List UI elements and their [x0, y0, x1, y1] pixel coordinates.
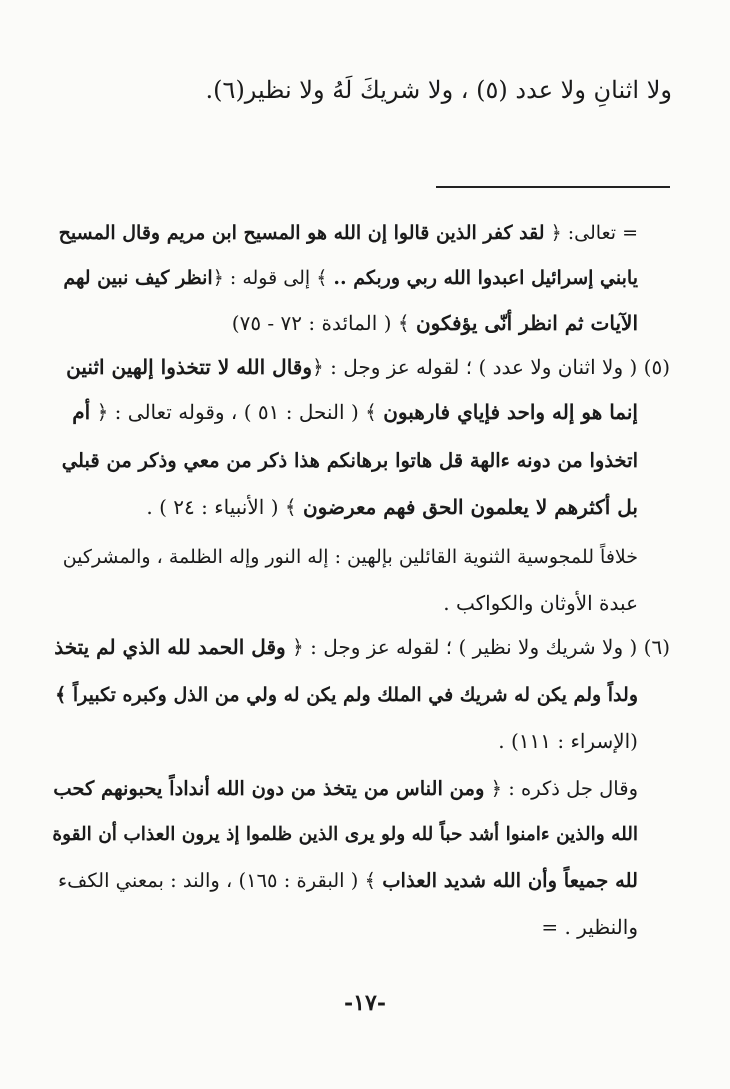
footnote-5-line-6: عبدة الأوثان والكواكب . — [443, 591, 638, 615]
footnote-5-line-5: خلافاً للمجوسية الثنوية القائلين بإلهين : إله النور وإله الظلمة ، والمشركين — [62, 546, 638, 568]
footnote-cont-line-2 — [63, 263, 638, 293]
footnote-text: ﴾ ( البقرة : ١٦٥) ، والند : بمعني الكفء — [58, 869, 383, 892]
footnote-6-line-1 — [54, 632, 670, 662]
main-text-line: ولا اثنانِ ولا عدد (٥) ، ولا شريكَ لَهُ ولا نظير(٦). — [205, 76, 672, 104]
quran-text: وقل الحمد لله الذي لم يتخذ — [54, 635, 286, 659]
footnote-separator — [436, 186, 670, 188]
footnote-text: (٦) ( ولا شريك ولا نظير ) ؛ لقوله عز وجل : ﴿ — [285, 635, 670, 659]
footnote-6-line-3: (الإسراء : ١١١) . — [498, 729, 638, 753]
footnote-6-line-4 — [53, 774, 638, 804]
footnote-cont-line-1 — [59, 218, 638, 248]
footnote-5-line-3: اتخذوا من دونه ءالهة قل هاتوا برهانكم هذا ذكر من معي وذكر من قبلي — [61, 449, 638, 472]
quran-text: ومن الناس من يتخذ من دون الله أنداداً يحبونهم كحب — [53, 777, 485, 800]
quran-text: بل أكثرهم لا يعلمون الحق فهم معرضون — [302, 495, 638, 519]
quran-text: إنما هو إله واحد فإياي فارهبون — [383, 400, 638, 424]
footnote-6-line-2: ولداً ولم يكن له شريك في الملك ولم يكن له ولي من الذل وكبره تكبيراً ﴾ — [55, 684, 638, 706]
quran-text: أم — [72, 400, 91, 424]
footnote-text: وقال جل ذكره : ﴿ — [484, 777, 638, 800]
page-number: -١٧- — [344, 990, 386, 1016]
footnote-cont-line-3 — [232, 308, 638, 338]
footnote-6-line-7: والنظير . = — [541, 915, 638, 939]
quran-text: لقد كفر الذين قالوا إن الله هو المسيح ابن مريم وقال المسيح — [58, 222, 545, 244]
footnote-5-line-1 — [66, 352, 670, 382]
footnote-text: ﴾ ( المائدة : ٧٢ - ٧٥) — [231, 311, 416, 335]
footnote-text: (٥) ( ولا اثنان ولا عدد ) ؛ لقوله عز وجل : ﴿ — [312, 355, 670, 379]
quran-text: وقال الله لا تتخذوا إلهين اثنين — [66, 355, 313, 379]
footnote-text: = تعالى: ﴿ — [544, 222, 638, 244]
footnote-5-line-4 — [146, 492, 638, 522]
quran-text: يابني إسرائيل اعبدوا الله ربي وربكم .. — [333, 267, 638, 289]
footnote-6-line-6 — [58, 866, 638, 896]
footnote-text: ﴾ ( النحل : ٥١ ) ، وقوله تعالى : ﴿ — [90, 400, 384, 424]
footnote-text: ﴾ إلى قوله : ﴿ — [212, 267, 334, 289]
footnote-text: ﴾ ( الأنبياء : ٢٤ ) . — [146, 495, 303, 519]
footnote-5-line-2 — [72, 397, 638, 427]
quran-text: لله جميعاً وأن الله شديد العذاب — [382, 869, 638, 892]
quran-text: الآيات ثم انظر أنّى يؤفكون — [415, 311, 638, 335]
footnote-6-line-5: الله والذين ءامنوا أشد حباً لله ولو يرى الذين ظلموا إذ يرون العذاب أن القوة — [52, 824, 638, 845]
quran-text: انظر كيف نبين لهم — [63, 267, 213, 289]
